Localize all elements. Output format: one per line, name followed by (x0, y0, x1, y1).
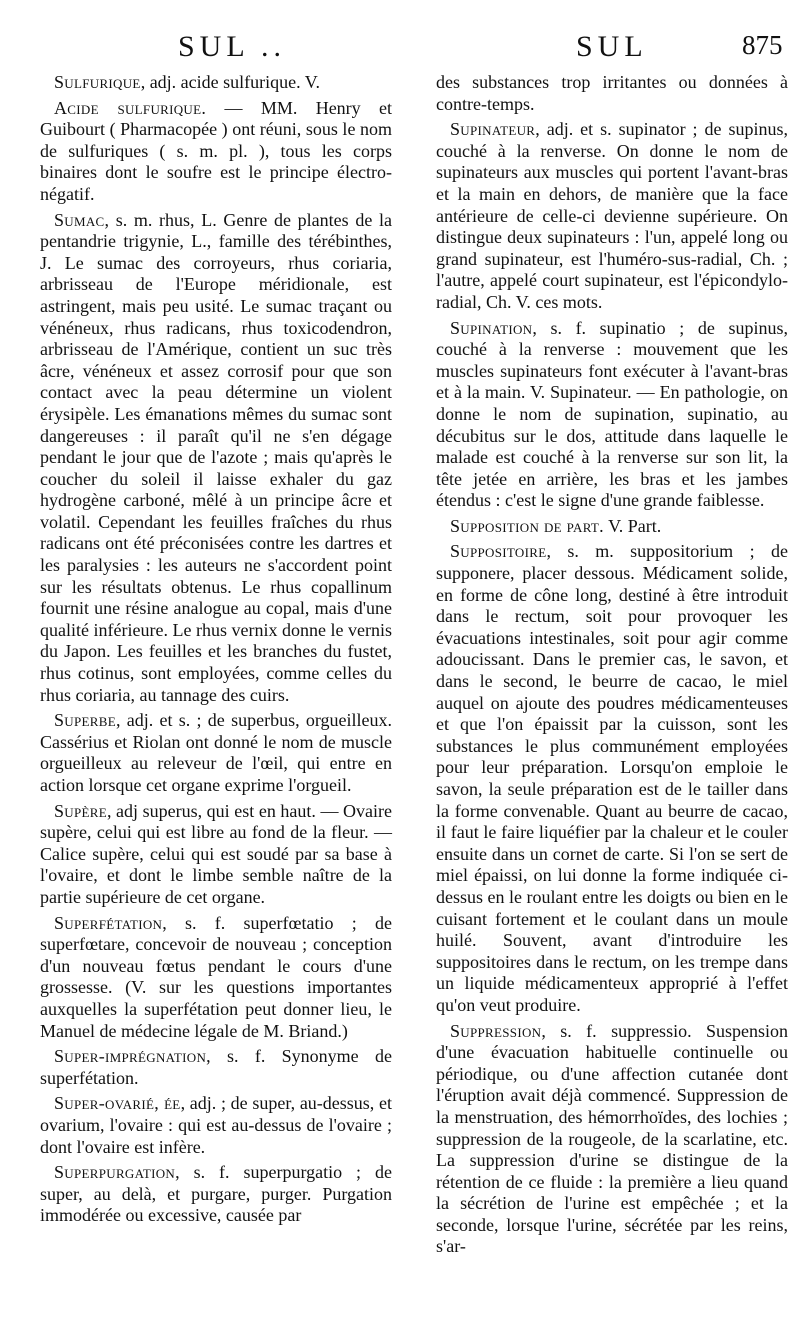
entry-body: , adj. et s. ; de superbus, orgueilleux. Cassérius et Riolan ont donné le nom de muscle orgueilleux au releveur de l'œil, qui entre en action lorsque cet organe exprime l'orgueil. (40, 710, 392, 795)
entry-superpurgation (40, 1162, 392, 1227)
entry-supination (436, 318, 788, 512)
headword: Sumac (54, 209, 105, 230)
entry-supinateur (436, 119, 788, 313)
entry-body: , s. f. superfœtatio ; de superfœtare, concevoir de nouveau ; conception d'un nouveau fœtus pendant le cours d'une grossesse. (V. sur les questions importantes auxquelles la superfétation peut donner lieu, le Manuel de médecine légale de M. Briand.) (40, 912, 392, 1041)
entry-body: , s. f. superpurgatio ; de super, au delà, et purgare, purger. Purgation immodérée ou excessive, causée par (40, 1162, 392, 1226)
headword: Super-imprégnation (54, 1046, 207, 1067)
entry-super-ovarie (40, 1093, 392, 1158)
entry-suppression (436, 1021, 788, 1259)
entry-body: , s. f. supinatio ; de supinus, couché à la renverse : mouvement que les muscles supinateurs font exécuter à l'avant-bras et à la main. V. Supinateur. — En pathologie, on donne le nom de supination, supinatio, au décubitus sur le dos, attitude dans laquelle le malade est couché à la renverse sur son lit, la tête jetée en arrière, les bras et les jambes étendus : c'est le signe d'une grande faiblesse. (436, 317, 788, 511)
entry-body: — MM. Henry et Guibourt ( Pharmacopée ) ont réuni, sous le nom de sulfuriques ( s. m. pl. ), tous les corps binaires dont le soufre est le principe électro-négatif. (40, 97, 393, 204)
page-header (40, 30, 788, 72)
entry-supere (40, 801, 392, 909)
entry-superbe (40, 710, 392, 796)
headword: Supère (54, 800, 107, 821)
headword: Supination (450, 317, 533, 338)
entry-sulfurique (40, 72, 392, 94)
headword: Suppression (450, 1020, 542, 1041)
entry-body: , adj. acide sulfurique. V. (140, 72, 320, 92)
entry-body: , s. m. rhus, L. Genre de plantes de la pentandrie trigynie, L., famille des térébinthes, J. Le sumac des corroyeurs, rhus coriaria, arbrisseau de l'Europe méridionale, est astringent, mais peu usité. Le sumac traçant ou vénéneux, rhus radicans, rhus toxicodendron, arbrisseau de l'Amérique, contient un suc très âcre, vénéneux et assez corrosif pour que son contact avec la peau détermine un violent érysipèle. Les émanations mêmes du sumac sont dangereuses : il paraît qu'il ne s'en dégage pendant le jour que de l'azote ; mais qu'après le coucher du soleil il laisse exhaler du gaz hydrogène carboné, mêlé à un principe âcre et volatil. Cependant les feuilles fraîches du rhus radicans ont été préconisées contre les dartres et les paralysies : les auteurs ne s'accordent point sur les résultats obtenus. Le rhus copallinum fournit une résine analogue au copal, mais d'une qualité inférieure. Le rhus vernix donne le vernis du Japon. Les feuilles et les branches du fustet, rhus cotinus, sont employées, comme celles du rhus coriaria, au tannage des cuirs. (40, 209, 392, 705)
headword: Supinateur (450, 119, 536, 140)
right-column (436, 72, 788, 1262)
entry-supposition-de-part (436, 516, 788, 538)
headword: Superfétation (54, 912, 163, 933)
headword: Superbe (54, 710, 116, 731)
entry-body: , s. f. Synonyme de superfétation. (40, 1046, 392, 1088)
headword: Suppositoire (450, 541, 547, 562)
running-head-right: SUL (576, 30, 648, 63)
entry-body: , s. f. suppressio. Suspension d'une évacuation habituelle continuelle ou périodique, ou d'une affection cutanée dont l'éruption avait déjà commencé. Suppression de la menstruation, des hémorrhoïdes, des lochies ; suppression de la rougeole, de la scarlatine, etc. La suppression d'urine se distingue de la rétention de ce fluide : la première a lieu quand la sécrétion de l'urine est empêchée ; et la seconde, lorsque l'urine, sécrétée par les reins, s'ar- (436, 1020, 788, 1257)
entry-suppositoire (436, 541, 788, 1016)
entry-continuation (436, 72, 788, 115)
headword: Acide sulfurique. (54, 97, 207, 118)
headword: Sulfurique (54, 72, 141, 92)
entry-superfetation (40, 913, 392, 1043)
entry-body: , s. m. suppositorium ; de supponere, placer dessous. Médicament solide, en forme de cône long, destiné à être introduit dans le rectum, soit pour provoquer les évacuations intestinales, soit pour agir comme adoucissant. Dans le premier cas, le savon, et dans le second, le beurre de cacao, le miel auquel on ajoute des poudres médicamenteuses et que l'on épaissit par la cuisson, sont les substances le plus communément employées pour leur préparation. Lorsqu'on emploie le savon, la seule préparation est de le tailler dans la forme convenable. Quant au beurre de cacao, il faut le faire liquéfier par la chaleur et le couler ensuite dans un cornet de carte. Si l'on se sert de miel épaissi, on lui donne la forme indiquée ci-dessus en le roulant entre les doigts ou bien en le cuisant fortement et le coulant dans un moule huilé. Souvent, avant d'introduire les suppositoires dans le rectum, on les trempe dans un liquide médicamenteux approprié à l'effet qu'on veut produire. (436, 541, 788, 1015)
entry-body: , adj. et s. supinator ; de supinus, couché à la renverse. On donne le nom de supinateurs aux muscles qui portent l'avant-bras et la main en dehors, de manière que la face antérieure de celle-ci devienne supérieure. On distingue deux supinateurs : l'un, appelé long ou grand supinateur, est l'huméro-sus-radial, Ch. ; l'autre, appelé court supinateur, est l'épicondylo-radial, Ch. V. ces mots. (436, 119, 788, 312)
headword: Supposition de part. (450, 515, 604, 536)
headword: Super-ovarié, ée (54, 1093, 181, 1114)
entry-body: V. Part. (603, 515, 662, 536)
entry-acide-sulfurique (40, 98, 392, 206)
text-columns (40, 72, 788, 1262)
entry-body: , adj superus, qui est en haut. — Ovaire supère, celui qui est libre au fond de la fleur. — Calice supère, celui qui est soudé par sa base à l'ovaire, et dont le limbe semble naître de la partie supérieure de cet organe. (40, 800, 392, 907)
entry-body: des substances trop irritantes ou données à contre-temps. (436, 72, 788, 114)
entry-body: , adj. ; de super, au-dessus, et ovarium, l'ovaire : qui est au-dessus de l'ovaire ; dont l'ovaire est infère. (40, 1093, 392, 1157)
page-number: 875 (742, 30, 783, 60)
left-column (40, 72, 392, 1262)
entry-super-impregnation (40, 1046, 392, 1089)
headword: Superpurgation (54, 1162, 176, 1183)
entry-sumac (40, 210, 392, 707)
running-head-left: SUL .. (178, 30, 287, 63)
